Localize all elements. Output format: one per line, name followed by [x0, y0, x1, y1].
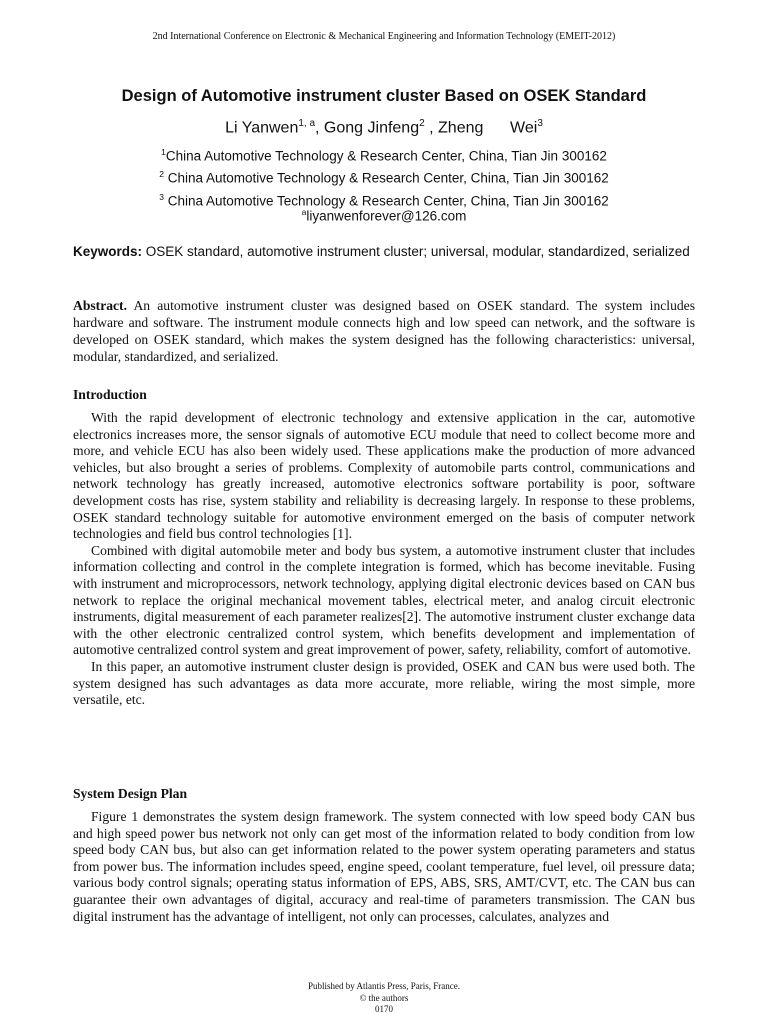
author-sup: 2: [419, 118, 425, 129]
keywords-text: OSEK standard, automotive instrument cluster; universal, modular, standardized, serialized: [142, 244, 690, 259]
author-sup: 1, a: [298, 118, 316, 129]
author-name: Li Yanwen: [225, 119, 299, 137]
affiliation-1: [0, 147, 768, 164]
author-separator: ,: [315, 119, 324, 137]
author-email: [0, 207, 768, 224]
affiliation-2: [0, 169, 768, 186]
paragraph: With the rapid development of electronic technology and extensive application in the car, automotive electronics increases more, the sensor signals of automotive ECU module that need to collect become more and more, and vehicle ECU has also been widely used. These applications make the production of more advanced vehicles, but also brought a series of problems. Complexity of automobile parts control, communications and network technology has greatly increased, automotive electronics software portability is poor, software development costs has rise, system stability and reliability is decreasing largely. In response to these problems, OSEK standard technology suitable for automotive environment emerged on the basis of computer network technologies and field bus control technologies [1].: [73, 410, 695, 542]
author-separator: ,: [424, 119, 439, 137]
conference-header: 2nd International Conference on Electronic & Mechanical Engineering and Information Technology (EMEIT-2012): [152, 31, 616, 42]
author-sup: 3: [537, 118, 543, 129]
abstract: [73, 297, 695, 365]
copyright-line: © the authors: [359, 992, 409, 1003]
paragraph: In this paper, an automotive instrument cluster design is provided, OSEK and CAN bus were used both. The system designed has such advantages as data more accurate, more reliable, wiring the most simple, more versatile, etc.: [73, 658, 695, 708]
affiliation-sup: 1: [161, 147, 166, 157]
affiliation-sup: 3: [159, 192, 164, 202]
section-heading-system-design-plan: System Design Plan: [73, 786, 188, 801]
introduction-body: [73, 410, 695, 709]
author-name: Zheng Wei: [438, 119, 538, 137]
author-name: Gong Jinfeng: [323, 119, 420, 137]
affiliation-text: China Automotive Technology & Research Center, China, Tian Jin 300162: [163, 193, 609, 209]
abstract-text: An automotive instrument cluster was designed based on OSEK standard. The system includes hardware and software. The instrument module connects high and low speed can network, and the software is developed on OSEK standard, which makes the system designed has the following characteristics: universal, modular, standardized, and serialized.: [73, 298, 695, 364]
paragraph: Combined with digital automobile meter and body bus system, a automotive instrument cluster that includes information collecting and control in the complete integration is formed, which has become inevitable. Fusing with instrument and microprocessors, network technology, applying digital electronic devices based on CAN bus network to replace the original mechanical movement tables, electrical meter, and analog circuit electronic instruments, digital measurement of each parameter realizes[2]. The automotive instrument cluster exchange data with the other electronic centralized control system, which benefits development and implementation of automotive centralized control system and great improvement of power, safety, reliability, comfort of automotive.: [73, 542, 695, 658]
page-footer: [0, 981, 768, 1016]
affiliation-sup: 2: [159, 169, 164, 179]
affiliation-text: China Automotive Technology & Research Center, China, Tian Jin 300162: [165, 148, 607, 164]
email-text: liyanwenforever@126.com: [306, 208, 467, 224]
email-sup: a: [301, 207, 307, 217]
keywords: [73, 244, 695, 260]
page-number: 0170: [375, 1004, 393, 1014]
publisher-line: Published by Atlantis Press, Paris, France.: [308, 981, 460, 991]
system-design-body: [73, 809, 695, 925]
keywords-label: Keywords:: [73, 244, 143, 259]
author-line: [0, 118, 768, 137]
paragraph: Figure 1 demonstrates the system design framework. The system connected with low speed body CAN bus and high speed power bus network not only can get most of the information related to body condition from low speed body CAN bus, but also can get information related to the power system operating parameters and status from power bus. The information includes speed, engine speed, coolant temperature, fuel level, oil pressure data; various body control signals; operating status information of EPS, ABS, SRS, AMT/CVT, etc. The CAN bus can guarantee their own advantages of digital, accuracy and real-time of parameters transmission. The CAN bus digital instrument has the advantage of intelligent, not only can processes, calculates, analyzes and: [73, 809, 695, 924]
paper-title: Design of Automotive instrument cluster Based on OSEK Standard: [121, 87, 647, 105]
affiliation-text: China Automotive Technology & Research Center, China, Tian Jin 300162: [163, 170, 609, 186]
section-heading-introduction: Introduction: [73, 387, 147, 402]
abstract-label: Abstract.: [73, 298, 127, 313]
